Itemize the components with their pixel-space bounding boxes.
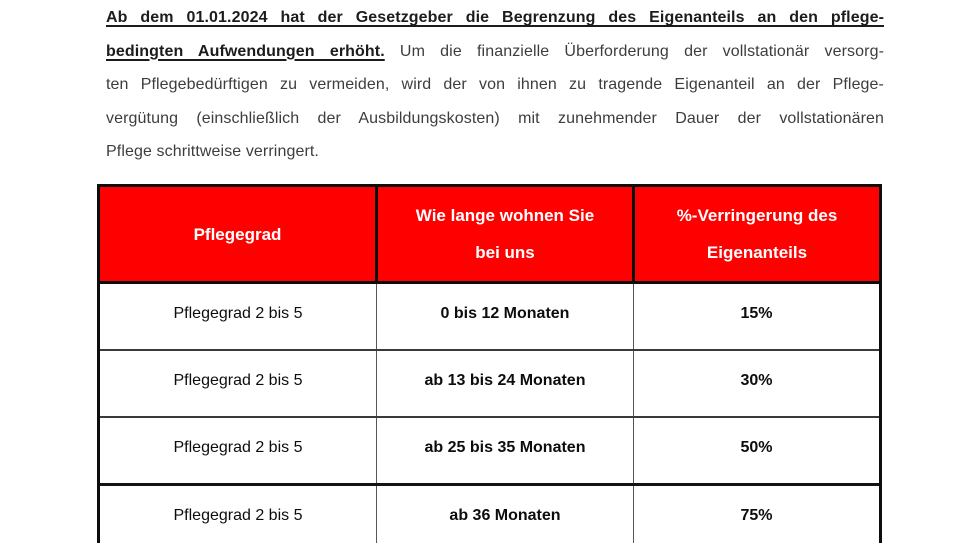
table-header-row (99, 186, 881, 283)
cell-verringerung: 75% (634, 485, 881, 543)
cell-verringerung: 30% (634, 350, 881, 417)
cell-wohndauer: ab 13 bis 24 Monaten (377, 350, 634, 417)
header-line: Wie lange wohnen Sie (415, 206, 595, 225)
cell-verringerung: 50% (634, 417, 881, 485)
cell-wohndauer: ab 25 bis 35 Monaten (377, 417, 634, 485)
cell-wohndauer: ab 36 Monaten (377, 485, 634, 543)
cell-pflegegrad: Pflegegrad 2 bis 5 (99, 350, 377, 417)
header-line: bei uns (475, 243, 535, 262)
cell-pflegegrad: Pflegegrad 2 bis 5 (99, 283, 377, 351)
header-line: %-Verringerung des (676, 206, 838, 225)
cell-wohndauer: 0 bis 12 Monaten (377, 283, 634, 351)
intro-regular-text: Pflege schrittweise verringert. (106, 143, 319, 160)
cell-verringerung: 15% (634, 283, 881, 351)
table-row (99, 350, 881, 417)
column-header-verringerung (634, 186, 881, 283)
intro-bold-underlined-text: bedingten Aufwendungen erhöht. (106, 42, 385, 60)
header-line: Pflegegrad (193, 224, 282, 244)
cell-pflegegrad: Pflegegrad 2 bis 5 (99, 485, 377, 543)
intro-line-3 (106, 68, 884, 102)
intro-bold-underlined-text: Ab dem 01.01.2024 hat der Gesetzgeber die Begrenzung des Eigenanteils an den pflege- (106, 9, 884, 26)
intro-regular-text: vergütung (einschließlich der Ausbildungskosten) mit zunehmender Dauer der vollstationären (106, 109, 884, 127)
intro-line-4 (106, 102, 884, 136)
intro-line-2 (106, 35, 884, 69)
cell-pflegegrad: Pflegegrad 2 bis 5 (99, 417, 377, 485)
column-header-wohndauer (377, 186, 634, 283)
intro-paragraph (106, 1, 884, 169)
eigenanteil-verringerung-table (97, 184, 882, 543)
table-row (99, 417, 881, 485)
table-row (99, 485, 881, 543)
intro-regular-text: Um die finanzielle Überforderung der vollstationär versorg- (384, 42, 884, 60)
column-header-pflegegrad (99, 186, 377, 283)
intro-line-1 (106, 1, 884, 35)
header-line: Eigenanteils (706, 243, 808, 262)
table-row (99, 283, 881, 351)
intro-regular-text: ten Pflegebedürftigen zu vermeiden, wird der von ihnen zu tragende Eigenanteil an der Pflege- (106, 76, 884, 93)
intro-line-5 (106, 135, 884, 169)
